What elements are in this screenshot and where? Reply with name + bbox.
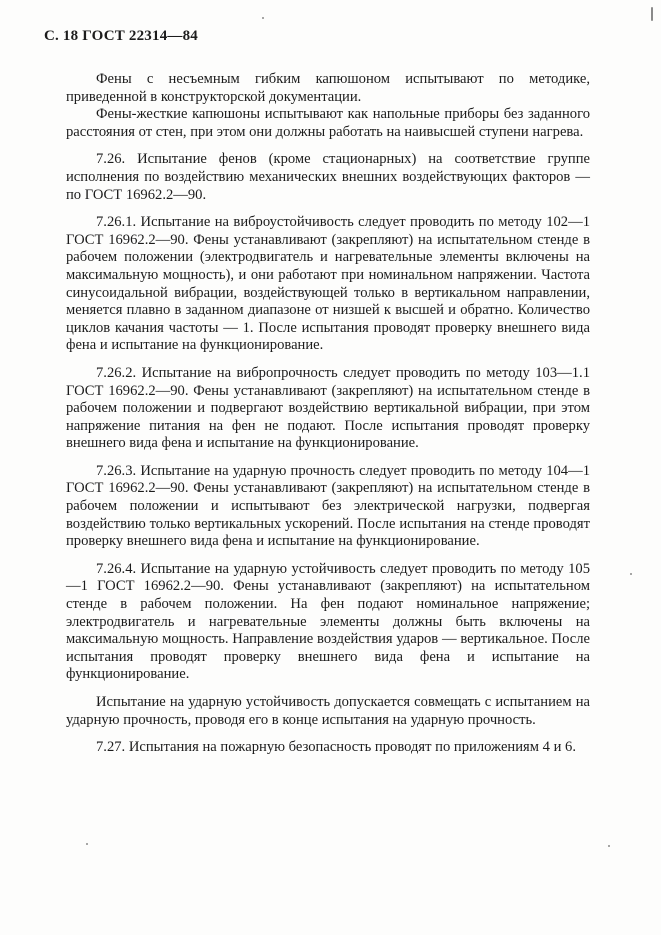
- scan-mark-right-margin: [630, 573, 632, 575]
- scan-mark-bottom-left: [86, 843, 88, 845]
- paragraph-combined-testing: Испытание на ударную устойчивость допускается совмещать с испытанием на ударную прочность, проводя его в конце испытания на ударную прочность.: [66, 694, 590, 728]
- document-body: [66, 71, 590, 757]
- paragraph-7-26-4: 7.26.4. Испытание на ударную устойчивость следует проводить по методу 105—1 ГОСТ 16962.2—90. Фены устанавливают (закрепляют) на испытательном стенде в рабочем положении. На фен подают номинальное напряжение; электродвигатель и нагревательные элементы должны быть включены на максимальную мощность. Направление воздействия ударов — вертикальное. После испытания проводят проверку внешнего вида фена и испытание на функционирование.: [66, 560, 590, 683]
- scan-mark-top-right: [651, 7, 653, 21]
- paragraph-rigid-hoods: Фены-жесткие капюшоны испытывают как напольные приборы без заданного расстояния от стен, при этом они должны работать на наивысшей ступени нагрева.: [66, 106, 590, 140]
- paragraph-7-27: 7.27. Испытания на пожарную безопасность проводят по приложениям 4 и 6.: [96, 739, 576, 756]
- page-header: С. 18 ГОСТ 22314—84: [44, 28, 198, 44]
- paragraph-7-26: 7.26. Испытание фенов (кроме стационарных) на соответствие группе исполнения по воздействию механических внешних воздействующих факторов — по ГОСТ 16962.2—90.: [66, 151, 590, 203]
- scan-mark-top: [262, 17, 264, 19]
- paragraph-7-26-1: 7.26.1. Испытание на виброустойчивость следует проводить по методу 102—1 ГОСТ 16962.2—90. Фены устанавливают (закрепляют) на испытательном стенде в рабочем положении (электродвигатель и нагревательные элементы включены на максимальную мощность), и они работают при номинальном напряжении. Частота синусоидальной вибрации, воздействующей только в вертикальном направлении, меняется плавно в заданном диапазоне от низшей к высшей и обратно. Количество циклов качания частоты — 1. После испытания проводят проверку внешнего вида фена и испытание на функционирование.: [66, 214, 590, 354]
- paragraph-7-26-3: 7.26.3. Испытание на ударную прочность следует проводить по методу 104—1 ГОСТ 16962.2—90. Фены устанавливают (закрепляют) на испытательном стенде в рабочем положении и испытывают без электрической нагрузки, подвергая воздействию только вертикальных ускорений. После испытания на стенде проводят проверку внешнего вида фена и испытание на функционирование.: [66, 462, 590, 550]
- paragraph-hood-testing: Фены с несъемным гибким капюшоном испытывают по методике, приведенной в конструкторской документации.: [66, 71, 590, 105]
- paragraph-7-26-2: 7.26.2. Испытание на вибропрочность следует проводить по методу 103—1.1 ГОСТ 16962.2—90. Фены устанавливают (закрепляют) на испытательном стенде в рабочем положении и подвергают воздействию вертикальной вибрации, при этом напряжение питания на фен не подают. После испытания проводят проверку внешнего вида фена и испытание на функционирование.: [66, 364, 590, 452]
- scan-mark-bottom-right: [608, 845, 610, 847]
